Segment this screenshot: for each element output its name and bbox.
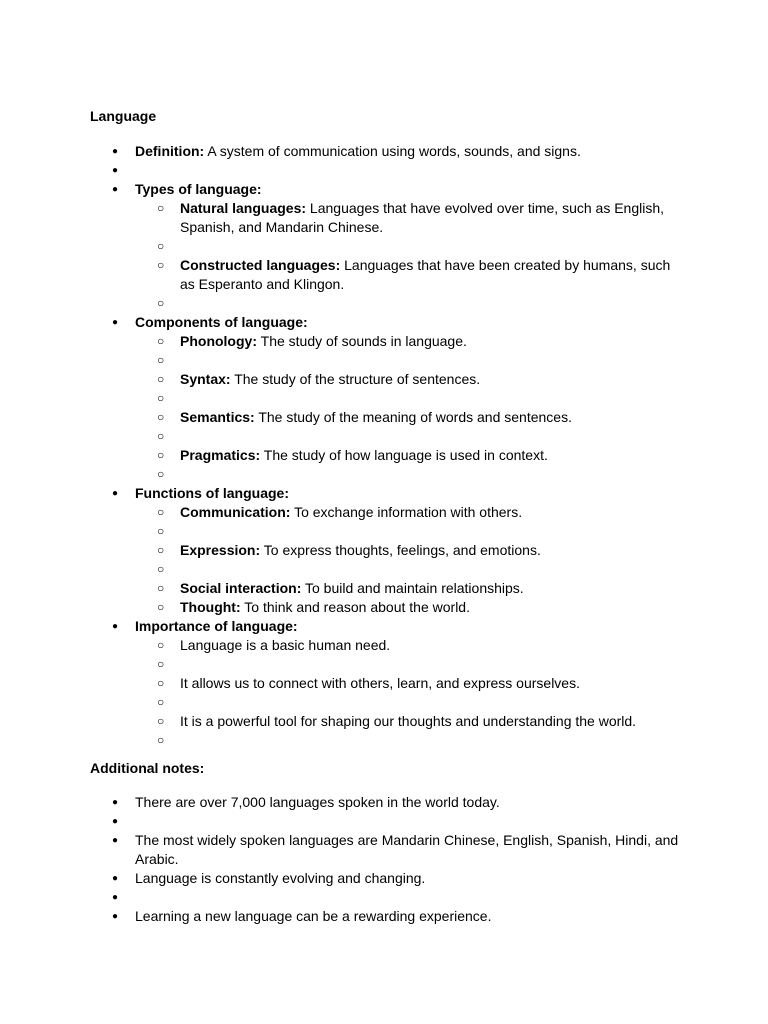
heading-additional-notes: Additional notes: <box>90 760 205 776</box>
importance-label: Importance of language: <box>135 618 298 634</box>
empty-sub-bullet <box>180 427 680 446</box>
heading-language: Language <box>90 108 157 124</box>
empty-sub-bullet <box>180 655 680 674</box>
expression-text: To express thoughts, feelings, and emotions. <box>260 542 541 558</box>
pragmatics-text: The study of how language is used in context. <box>260 447 548 463</box>
syntax-text: The study of the structure of sentences. <box>230 371 481 387</box>
communication-label: Communication: <box>180 504 291 520</box>
thought-label: Thought: <box>180 599 241 615</box>
functions-sublist <box>180 503 680 617</box>
sub-item-syntax <box>180 370 680 389</box>
empty-bullet <box>135 812 680 831</box>
syntax-label: Syntax: <box>180 371 231 387</box>
types-label: Types of language: <box>135 181 262 197</box>
empty-bullet <box>135 888 680 907</box>
empty-sub-bullet <box>180 389 680 408</box>
thought-text: To think and reason about the world. <box>240 599 470 615</box>
definition-text: A system of communication using words, sounds, and signs. <box>204 143 581 159</box>
phonology-label: Phonology: <box>180 333 257 349</box>
note-item: ● There are over 7,000 languages spoken in the world today. <box>135 793 680 812</box>
sub-item-natural <box>180 199 680 237</box>
sub-item-thought <box>180 598 680 617</box>
list-item-functions <box>135 484 680 617</box>
list-item-definition <box>135 142 680 161</box>
additional-notes-list <box>135 793 680 926</box>
phonology-text: The study of sounds in language. <box>257 333 467 349</box>
note-item: ● Learning a new language can be a rewarding experience. <box>135 907 680 926</box>
semantics-label: Semantics: <box>180 409 255 425</box>
constructed-label: Constructed languages: <box>180 257 341 273</box>
components-label: Components of language: <box>135 314 308 330</box>
sub-item-pragmatics <box>180 446 680 465</box>
empty-sub-bullet <box>180 237 680 256</box>
list-item-types <box>135 180 680 313</box>
social-label: Social interaction: <box>180 580 302 596</box>
sub-item-importance: ○ Language is a basic human need. <box>180 636 680 655</box>
empty-sub-bullet <box>180 351 680 370</box>
empty-sub-bullet <box>180 294 680 313</box>
functions-label: Functions of language: <box>135 485 289 501</box>
types-sublist <box>180 199 680 313</box>
sub-item-communication <box>180 503 680 522</box>
sub-item-constructed <box>180 256 680 294</box>
empty-sub-bullet <box>180 693 680 712</box>
empty-bullet <box>135 161 680 180</box>
note-item: ● The most widely spoken languages are Mandarin Chinese, English, Spanish, Hindi, and Arabic. <box>135 831 680 869</box>
sub-item-importance: ○ It is a powerful tool for shaping our thoughts and understanding the world. <box>180 712 680 731</box>
sub-item-importance: ○ It allows us to connect with others, learn, and express ourselves. <box>180 674 680 693</box>
social-text: To build and maintain relationships. <box>301 580 524 596</box>
sub-item-semantics <box>180 408 680 427</box>
empty-sub-bullet <box>180 522 680 541</box>
definition-label: Definition: <box>135 143 205 159</box>
empty-sub-bullet <box>180 731 680 750</box>
communication-text: To exchange information with others. <box>290 504 523 520</box>
note-item: ● Language is constantly evolving and changing. <box>135 869 680 888</box>
empty-sub-bullet <box>180 560 680 579</box>
language-bullet-list <box>135 142 680 750</box>
components-sublist <box>180 332 680 484</box>
expression-label: Expression: <box>180 542 261 558</box>
semantics-text: The study of the meaning of words and sentences. <box>254 409 572 425</box>
list-item-components <box>135 313 680 484</box>
sub-item-phonology <box>180 332 680 351</box>
sub-item-social-interaction <box>180 579 680 598</box>
list-item-importance <box>135 617 680 750</box>
constructed-text: Languages that have been created by humans, such as Esperanto and Klingon. <box>180 257 671 292</box>
importance-sublist <box>180 636 680 750</box>
natural-text: Languages that have evolved over time, such as English, Spanish, and Mandarin Chinese. <box>180 200 665 235</box>
natural-label: Natural languages: <box>180 200 307 216</box>
sub-item-expression <box>180 541 680 560</box>
empty-sub-bullet <box>180 465 680 484</box>
pragmatics-label: Pragmatics: <box>180 447 261 463</box>
